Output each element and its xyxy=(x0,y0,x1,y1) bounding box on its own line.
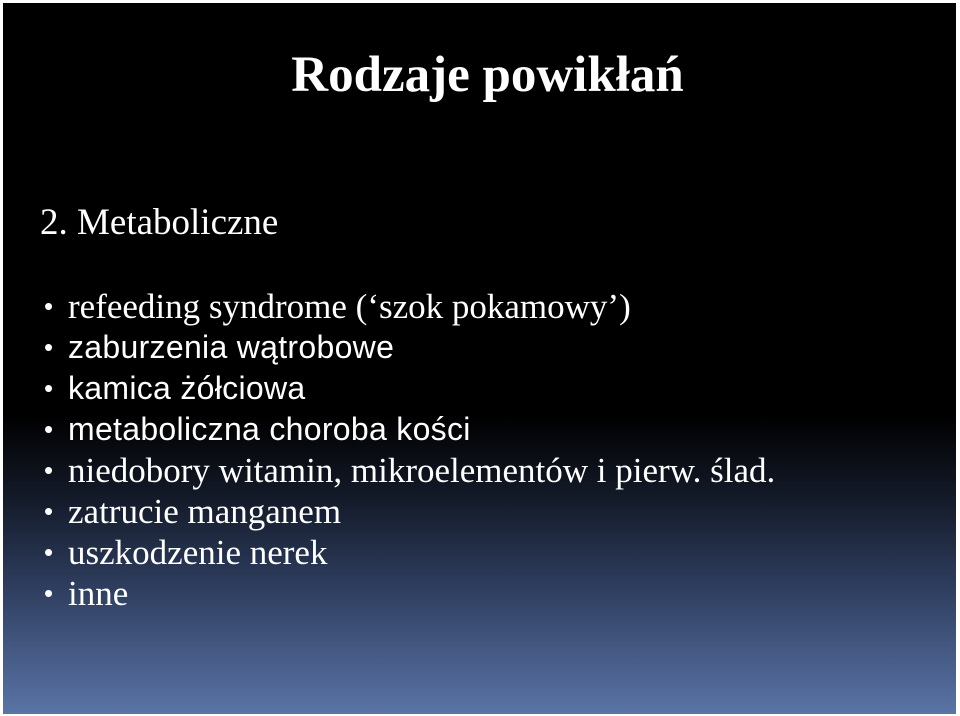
bullet-dot-icon: • xyxy=(44,373,54,403)
bullet-dot-icon: • xyxy=(44,578,54,608)
bullet-text: uszkodzenie nerek xyxy=(68,533,328,572)
slide xyxy=(3,3,956,714)
bullet-text: zaburzenia wątrobowe xyxy=(68,329,395,365)
bullet-text: niedobory witamin, mikroelementów i pierw. ślad. xyxy=(68,451,776,490)
bullet-dot-icon: • xyxy=(44,332,54,362)
bullet-dot-icon: • xyxy=(44,291,54,321)
bullet-dot-icon: • xyxy=(44,455,54,485)
bullet-dot-icon: • xyxy=(44,537,54,567)
bullet-text: metaboliczna choroba kości xyxy=(68,411,471,447)
section-heading: 2. Metaboliczne xyxy=(40,202,279,243)
slide-title: Rodzaje powikłań xyxy=(291,47,684,103)
bullet-text: zatrucie manganem xyxy=(68,492,342,531)
bullet-dot-icon: • xyxy=(44,496,54,526)
bullet-text: refeeding syndrome (‘szok pokamowy’) xyxy=(68,287,631,326)
bullet-text: inne xyxy=(68,574,129,613)
bullet-text: kamica żółciowa xyxy=(68,370,306,406)
bullet-dot-icon: • xyxy=(44,414,54,444)
